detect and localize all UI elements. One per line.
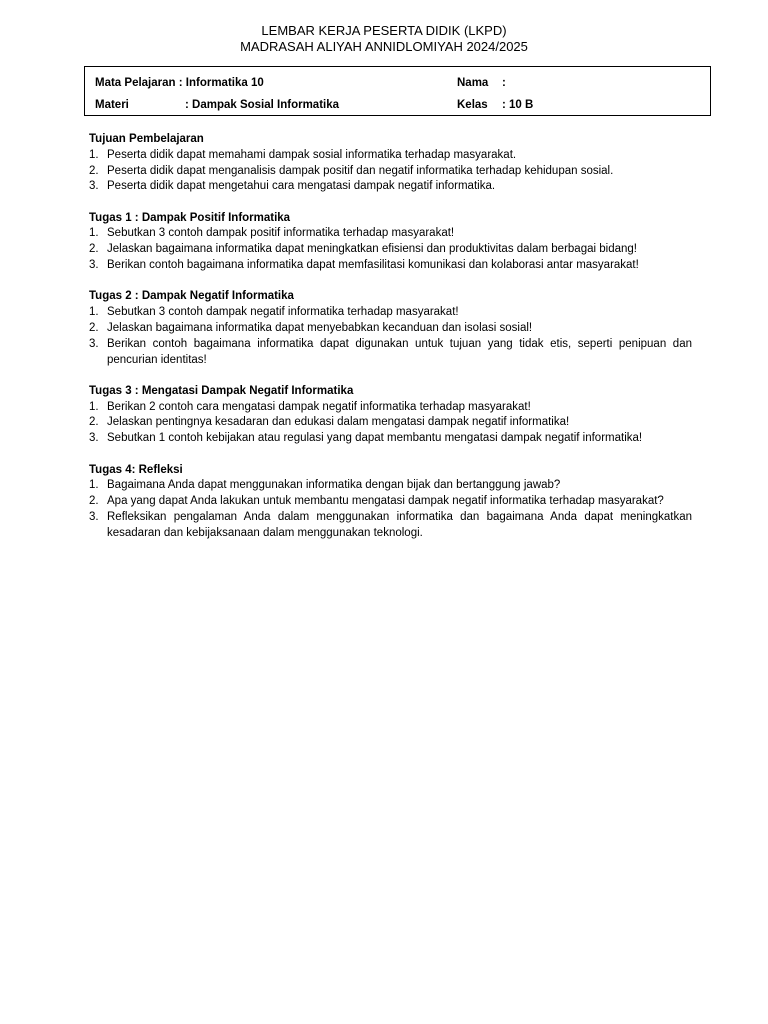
numbered-list — [89, 226, 692, 273]
section-tugas-2 — [89, 289, 692, 368]
numbered-list — [89, 400, 692, 447]
list-text: Berikan 2 contoh cara mengatasi dampak negatif informatika terhadap masyarakat! — [107, 400, 531, 413]
mapel-label: Mata Pelajaran — [95, 77, 176, 89]
section-title: Tugas 3 : Mengatasi Dampak Negatif Informatika — [89, 384, 354, 397]
kelas-label: Kelas — [457, 99, 488, 111]
list-text: Jelaskan bagaimana informatika dapat menyebabkan kecanduan dan isolasi sosial! — [107, 321, 533, 334]
nama-value: : — [502, 77, 506, 89]
list-number: 3. — [89, 510, 99, 523]
section-title: Tujuan Pembelajaran — [89, 133, 204, 145]
materi-value: : Dampak Sosial Informatika — [185, 99, 340, 111]
list-text: Jelaskan bagaimana informatika dapat meningkatkan efisiensi dan produktivitas dalam berbagai bidang! — [107, 243, 637, 256]
list-item — [89, 305, 692, 321]
list-text: Apa yang dapat Anda lakukan untuk membantu mengatasi dampak negatif informatika terhadap masyarakat? — [107, 495, 664, 508]
list-text: Bagaimana Anda dapat menggunakan informatika dengan bijak dan bertanggung jawab? — [107, 479, 561, 492]
list-item — [89, 258, 692, 274]
student-info-box — [84, 66, 711, 116]
numbered-list — [89, 478, 692, 541]
list-item — [89, 431, 692, 447]
list-text: Sebutkan 3 contoh dampak positif informatika terhadap masyarakat! — [107, 227, 455, 240]
list-text: Jelaskan pentingnya kesadaran dan edukasi dalam mengatasi dampak negatif informatika! — [107, 416, 570, 429]
list-number: 2. — [89, 164, 99, 177]
header-title: LEMBAR KERJA PESERTA DIDIK (LKPD) — [261, 23, 507, 38]
list-text: Sebutkan 3 contoh dampak negatif informatika terhadap masyarakat! — [107, 306, 459, 319]
section-tujuan — [89, 132, 692, 195]
materi-label: Materi — [95, 99, 129, 111]
section-title: Tugas 4: Refleksi — [89, 463, 183, 476]
list-item — [89, 226, 692, 242]
section-tugas-1 — [89, 211, 692, 274]
list-text: Refleksikan pengalaman Anda dalam menggunakan informatika dan bagaimana Anda dapat meningkatkan kesadaran dan kebijaksanaan dalam menggunakan teknologi. — [107, 510, 692, 539]
list-text: Peserta didik dapat memahami dampak sosial informatika terhadap masyarakat. — [107, 148, 517, 161]
kelas-row — [457, 97, 533, 113]
list-number: 1. — [89, 400, 99, 413]
section-tugas-3 — [89, 384, 692, 447]
list-number: 3. — [89, 259, 99, 272]
list-item — [89, 164, 692, 180]
materi-row — [95, 97, 339, 113]
kelas-value: : 10 B — [502, 99, 534, 111]
nama-label: Nama — [457, 77, 489, 89]
list-item — [89, 242, 692, 258]
list-item — [89, 494, 692, 510]
list-item — [89, 321, 692, 337]
list-text: Berikan contoh bagaimana informatika dapat memfasilitasi komunikasi dan kolaborasi antar masyarakat! — [107, 259, 639, 272]
nama-row — [457, 75, 506, 91]
list-item — [89, 148, 692, 164]
list-item — [89, 415, 692, 431]
section-tugas-4 — [89, 463, 692, 542]
list-number: 3. — [89, 337, 99, 350]
list-text: Peserta didik dapat menganalisis dampak positif dan negatif informatika terhadap kehidupan sosial. — [107, 164, 614, 177]
header-school: MADRASAH ALIYAH ANNIDLOMIYAH 2024/2025 — [240, 39, 528, 54]
list-number: 2. — [89, 495, 99, 508]
list-text: Peserta didik dapat mengetahui cara mengatasi dampak negatif informatika. — [107, 180, 496, 193]
section-title: Tugas 2 : Dampak Negatif Informatika — [89, 290, 294, 303]
list-text: Sebutkan 1 contoh kebijakan atau regulasi yang dapat membantu mengatasi dampak negatif informatika! — [107, 432, 643, 445]
list-number: 1. — [89, 148, 99, 161]
mapel-row — [95, 75, 264, 91]
list-item — [89, 179, 692, 195]
document-body — [89, 132, 692, 557]
list-number: 2. — [89, 243, 99, 256]
numbered-list — [89, 148, 692, 195]
mapel-value: : Informatika 10 — [178, 77, 264, 89]
numbered-list — [89, 305, 692, 368]
list-number: 1. — [89, 227, 99, 240]
list-number: 3. — [89, 432, 99, 445]
list-number: 3. — [89, 180, 99, 193]
list-number: 2. — [89, 321, 99, 334]
document-header — [0, 23, 768, 55]
list-item — [89, 337, 692, 369]
list-number: 1. — [89, 479, 99, 492]
section-title: Tugas 1 : Dampak Positif Informatika — [89, 211, 291, 224]
list-item — [89, 400, 692, 416]
list-item — [89, 478, 692, 494]
list-number: 2. — [89, 416, 99, 429]
list-item — [89, 510, 692, 542]
list-text: Berikan contoh bagaimana informatika dapat digunakan untuk tujuan yang tidak etis, seperti penipuan dan pencurian identitas! — [107, 337, 692, 366]
list-number: 1. — [89, 306, 99, 319]
